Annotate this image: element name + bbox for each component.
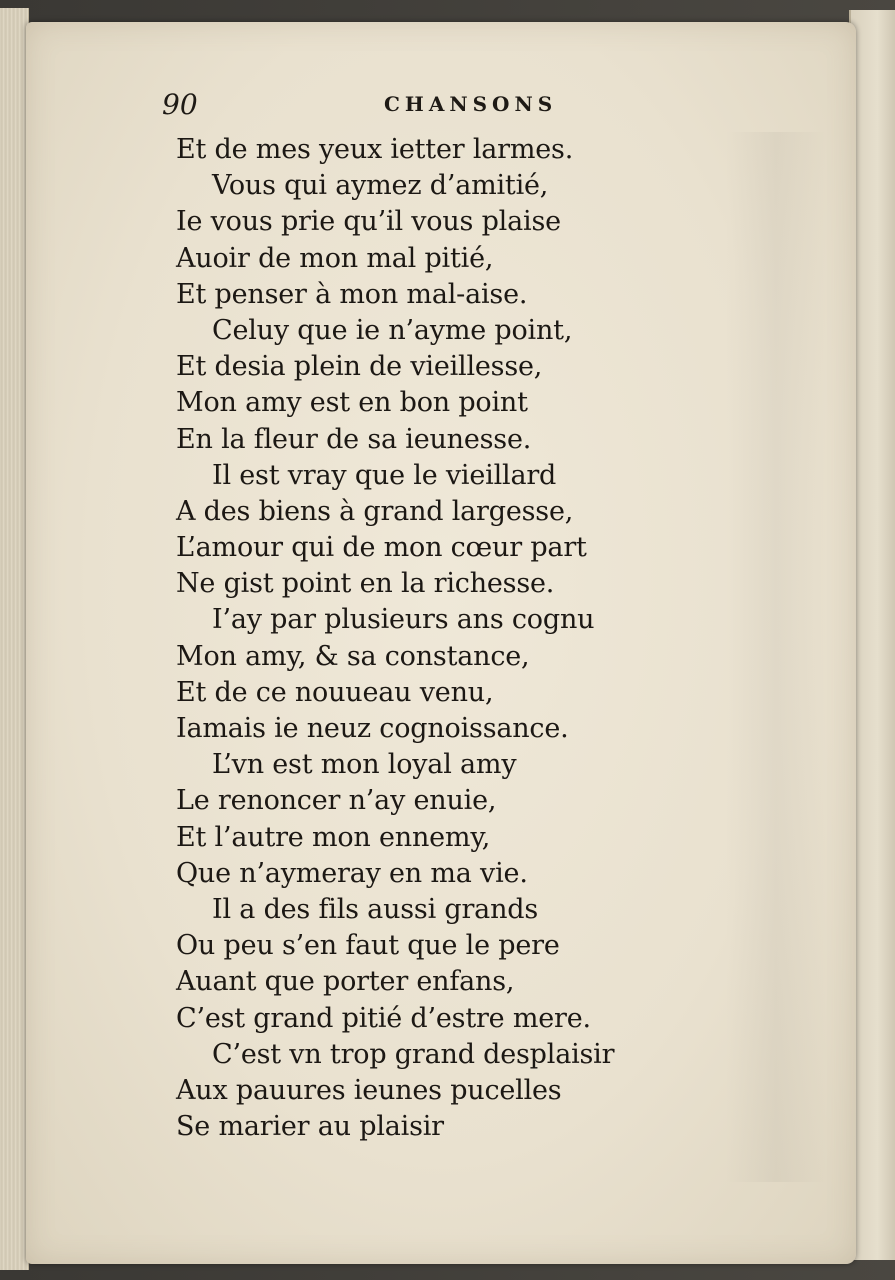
- verse-line: Le renoncer n’ay enuie,: [176, 785, 497, 817]
- verse-line: Mon amy, & sa constance,: [176, 640, 530, 672]
- verse-line: A des biens à grand largesse,: [176, 495, 574, 527]
- verse-line: Et penser à mon mal-aise.: [176, 278, 528, 310]
- page-stack-edge: [0, 8, 29, 1270]
- verse-line: Aux pauures ieunes pucelles: [176, 1074, 562, 1106]
- show-through-shadow: [726, 132, 826, 1182]
- verse-line: Et l’autre mon ennemy,: [176, 821, 491, 853]
- verse-line: Ie vous prie qu’il vous plaise: [176, 206, 561, 238]
- verse-line: C’est grand pitié d’estre mere.: [176, 1002, 591, 1034]
- verse-line: Mon amy est en bon point: [176, 387, 528, 419]
- verse-line: Se marier au plaisir: [176, 1111, 444, 1143]
- verse-line: I’ay par plusieurs ans cognu: [212, 604, 595, 636]
- verse-line: Et de mes yeux ietter larmes.: [176, 134, 574, 165]
- running-head: CHANSONS: [384, 92, 558, 116]
- verse-line: Que n’aymeray en ma vie.: [176, 857, 528, 889]
- verse-line: Et de ce nouueau venu,: [176, 676, 494, 708]
- page-header: [162, 86, 602, 126]
- verse-line: Et desia plein de vieillesse,: [176, 351, 543, 383]
- verse-line: Auant que porter enfans,: [176, 966, 515, 998]
- verse-line: L’amour qui de mon cœur part: [176, 532, 587, 564]
- verse-line: L’vn est mon loyal amy: [212, 749, 517, 781]
- verse-line: C’est vn trop grand desplaisir: [212, 1038, 615, 1070]
- verse-line: Vous qui aymez d’amitié,: [212, 170, 549, 202]
- verse-line: Il est vray que le vieillard: [212, 459, 557, 491]
- verse-text: [176, 132, 646, 1145]
- verse-line: Ou peu s’en faut que le pere: [176, 930, 560, 962]
- verse-line: Celuy que ie n’ayme point,: [212, 314, 573, 346]
- page-number: 90: [162, 88, 198, 121]
- verse-line: Iamais ie neuz cognoissance.: [176, 713, 569, 744]
- verse-line: Il a des fils aussi grands: [212, 893, 538, 925]
- verse-line: Auoir de mon mal pitié,: [176, 242, 494, 274]
- verse-line: En la fleur de sa ieunesse.: [176, 423, 532, 455]
- verse-line: Ne gist point en la richesse.: [176, 568, 555, 600]
